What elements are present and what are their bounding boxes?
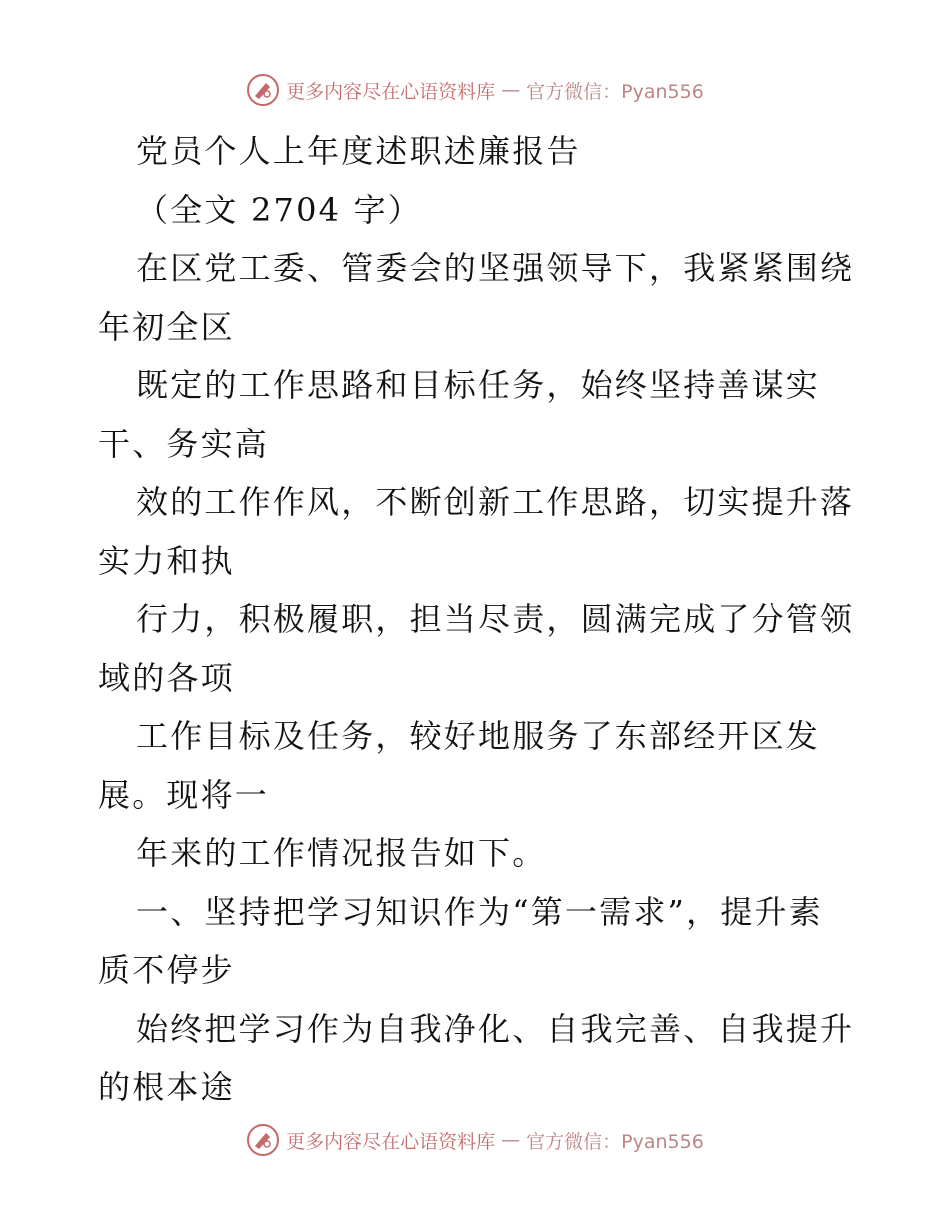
watermark-wechat-text: 官方微信：Pyan556	[526, 80, 704, 103]
paragraph-line: 的根本途	[98, 1068, 235, 1106]
paragraph-line: 实力和执	[98, 541, 235, 580]
word-count: （全文 2704 字）	[136, 190, 422, 229]
footer-watermark	[0, 1120, 950, 1160]
paragraph-line: 行力，积极履职，担当尽责，圆满完成了分管领	[136, 600, 855, 638]
section-heading-continued: 质不停步	[98, 951, 235, 989]
watermark-main-text: 更多内容尽在心语资料库	[286, 1130, 496, 1153]
paragraph-line: 既定的工作思路和目标任务，始终坚持善谋实	[136, 366, 821, 404]
paragraph-line: 效的工作作风，不断创新工作思路，切实提升落	[136, 483, 855, 521]
watermark-dash: —	[501, 1129, 521, 1151]
paragraph-line: 展。现将一	[98, 775, 270, 814]
document-title: 党员个人上年度述职述廉报告	[136, 132, 581, 170]
watermark-main-text: 更多内容尽在心语资料库	[286, 80, 496, 103]
document-body	[98, 122, 858, 1117]
header-watermark	[0, 70, 950, 110]
paragraph-line: 年初全区	[98, 307, 235, 346]
logo-icon	[246, 1123, 280, 1157]
paragraph-line: 在区党工委、管委会的坚强领导下，我紧紧围绕	[136, 249, 855, 287]
paragraph-line: 域的各项	[98, 658, 235, 697]
watermark-dash: —	[501, 79, 521, 101]
paragraph-line: 始终把学习作为自我净化、自我完善、自我提升	[136, 1009, 855, 1048]
logo-icon	[246, 73, 280, 107]
paragraph-line: 工作目标及任务，较好地服务了东部经开区发	[136, 717, 821, 755]
paragraph-line: 年来的工作情况报告如下。	[136, 834, 547, 872]
section-heading: 一、坚持把学习知识作为“第一需求”，提升素	[136, 892, 823, 931]
paragraph-line: 干、务实高	[98, 424, 270, 463]
watermark-wechat-text: 官方微信：Pyan556	[526, 1130, 704, 1153]
